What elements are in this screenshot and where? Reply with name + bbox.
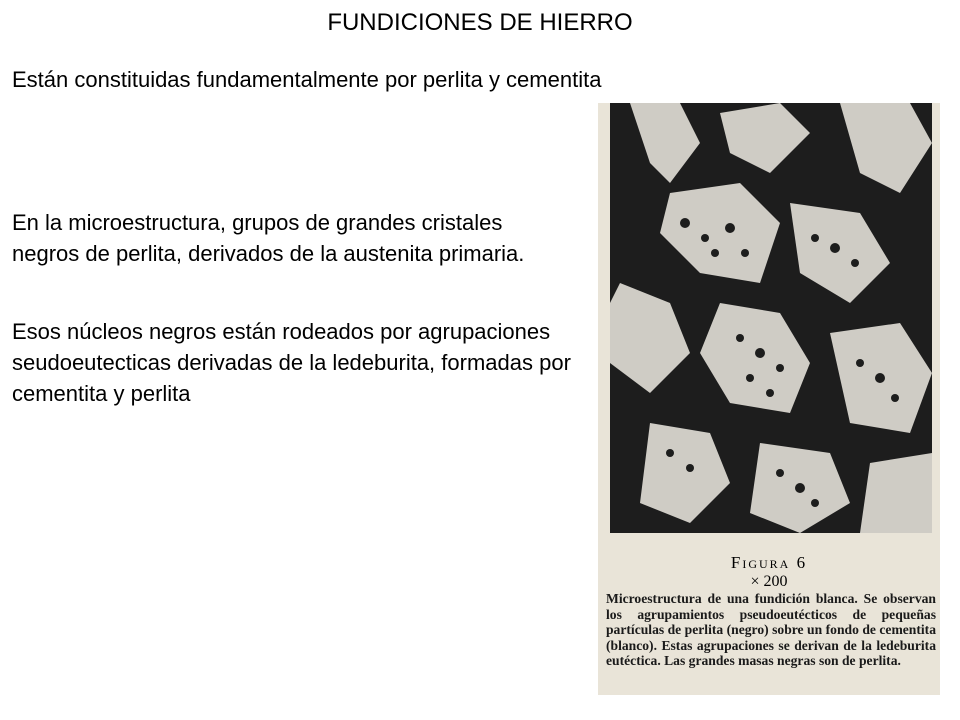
figure-label: Figura 6 <box>730 553 808 572</box>
figure-caption: Microestructura de una fundición blanca. Se observan los agrupamientos pseudoeutécticos de pequeñas partículas de perlita (negro) sobre un fondo de cementita (blanco). Estas agrupaciones se derivan de la ledeburita eutéctica. Las grandes masas negras son de perlita. <box>606 591 936 669</box>
paragraph-microstructure: En la microestructura, grupos de grandes cristales negros de perlita, derivados de la austenita primaria. <box>12 210 525 266</box>
micrograph-illustration <box>610 103 932 533</box>
slide-title: FUNDICIONES DE HIERRO <box>327 9 633 36</box>
figure-panel <box>598 103 940 695</box>
paragraph-nuclei: Esos núcleos negros están rodeados por agrupaciones seudoeutecticas derivadas de la ledeburita, formadas por cementita y perlita <box>12 319 571 406</box>
slide-subtitle: Están constituidas fundamentalmente por perlita y cementita <box>12 67 602 92</box>
micrograph-image <box>610 103 932 533</box>
figure-magnification: × 200 <box>750 573 788 590</box>
